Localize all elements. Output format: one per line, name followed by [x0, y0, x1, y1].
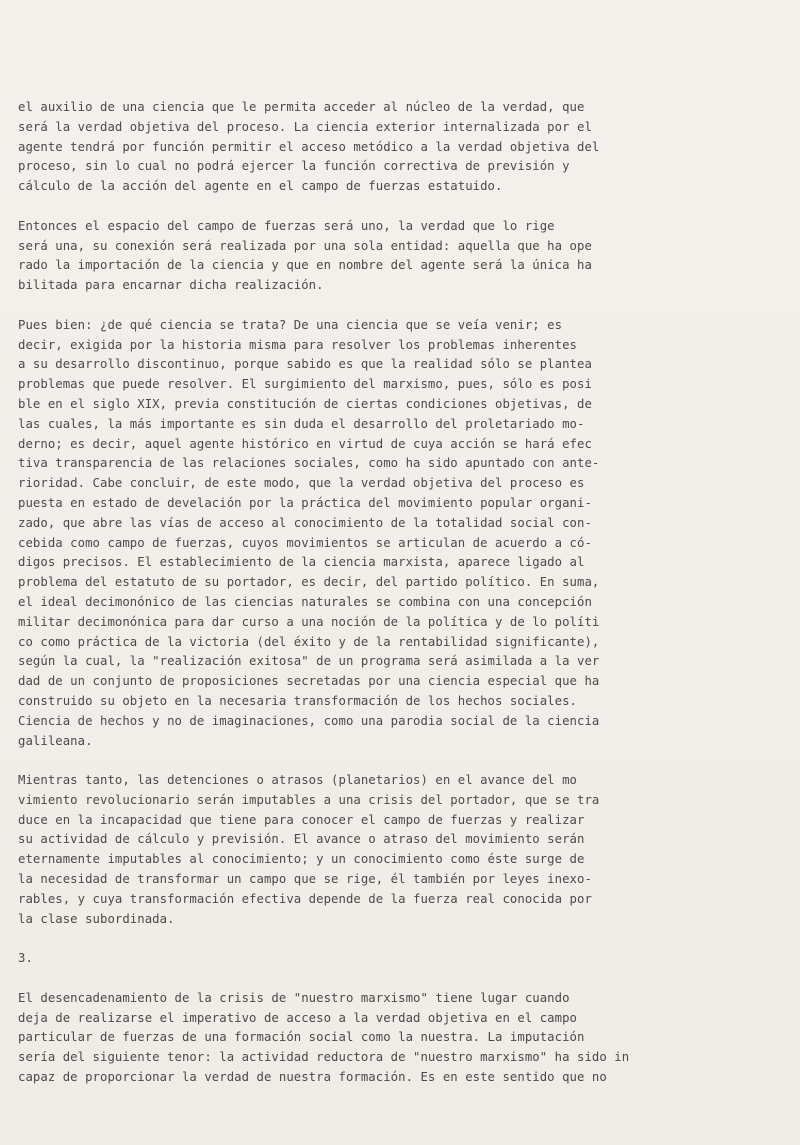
text-line: rado la importación de la ciencia y que en nombre del agente será la única ha	[18, 258, 592, 273]
text-line: Pues bien: ¿de qué ciencia se trata? De una ciencia que se veía venir; es	[18, 317, 563, 332]
text-line: derno; es decir, aquel agente histórico en virtud de cuya acción se hará efec	[18, 436, 592, 451]
text-line: Entonces el espacio del campo de fuerzas será uno, la verdad que lo rige	[18, 218, 555, 233]
text-line: será una, su conexión será realizada por una sola entidad: aquella que ha ope	[18, 238, 592, 253]
paragraph-gap	[18, 969, 760, 989]
text-line: tiva transparencia de las relaciones sociales, como ha sido apuntado con ante-	[18, 456, 600, 471]
text-line: las cuales, la más importante es sin duda el desarrollo del proletariado mo-	[18, 416, 585, 431]
text-line: duce en la incapacidad que tiene para conocer el campo de fuerzas y realizar	[18, 812, 585, 827]
text-line: problema del estatuto de su portador, es decir, del partido político. En suma,	[18, 575, 600, 590]
text-line: la necesidad de transformar un campo que se rige, él también por leyes inexo-	[18, 872, 592, 887]
document-body	[18, 98, 760, 1088]
paragraph-4	[18, 771, 760, 929]
text-line: bilitada para encarnar dicha realización.	[18, 278, 324, 293]
paragraph-gap	[18, 197, 760, 217]
text-line: proceso, sin lo cual no podrá ejercer la función correctiva de previsión y	[18, 159, 570, 174]
text-line: decir, exigida por la historia misma para resolver los problemas inherentes	[18, 337, 578, 352]
paragraph-gap	[18, 751, 760, 771]
text-line: El desencadenamiento de la crisis de "nuestro marxismo" tiene lugar cuando	[18, 990, 570, 1005]
text-line: Mientras tanto, las detenciones o atrasos (planetarios) en el avance del mo	[18, 773, 578, 788]
text-line: el auxilio de una ciencia que le permita acceder al núcleo de la verdad, que	[18, 100, 585, 114]
text-line: construido su objeto en la necesaria transformación de los hechos sociales.	[18, 693, 578, 708]
text-line: digos precisos. El establecimiento de la ciencia marxista, aparece ligado al	[18, 555, 585, 570]
paragraph-2	[18, 217, 760, 296]
text-line: militar decimonónica para dar curso a una noción de la política y de lo políti	[18, 614, 600, 629]
text-line: eternamente imputables al conocimiento; y un conocimiento como éste surge de	[18, 852, 585, 867]
text-line: sería del siguiente tenor: la actividad reductora de "nuestro marxismo" ha sido in	[18, 1050, 630, 1065]
text-line: vimiento revolucionario serán imputables a una crisis del portador, que se tra	[18, 792, 600, 807]
text-line: agente tendrá por función permitir el acceso metódico a la verdad objetiva del	[18, 139, 600, 154]
text-line: capaz de proporcionar la verdad de nuestra formación. Es en este sentido que no	[18, 1070, 607, 1085]
text-line: puesta en estado de develación por la práctica del movimiento popular organi-	[18, 495, 592, 510]
text-line: a su desarrollo discontinuo, porque sabido es que la realidad sólo se plantea	[18, 357, 592, 372]
text-line: cálculo de la acción del agente en el campo de fuerzas estatuido.	[18, 179, 503, 194]
text-line: zado, que abre las vías de acceso al conocimiento de la totalidad social con-	[18, 515, 592, 530]
text-line: cebida como campo de fuerzas, cuyos movimientos se articulan de acuerdo a có-	[18, 535, 592, 550]
text-line: rioridad. Cabe concluir, de este modo, que la verdad objetiva del proceso es	[18, 476, 585, 491]
paragraph-1	[18, 98, 760, 197]
text-line: rables, y cuya transformación efectiva depende de la fuerza real conocida por	[18, 891, 592, 906]
text-line: ble en el siglo XIX, previa constitución de ciertas condiciones objetivas, de	[18, 396, 592, 411]
text-line: particular de fuerzas de una formación social como la nuestra. La imputación	[18, 1030, 585, 1045]
text-line: galileana.	[18, 733, 93, 748]
text-line: co como práctica de la victoria (del éxito y de la rentabilidad significante),	[18, 634, 600, 649]
text-line: será la verdad objetiva del proceso. La ciencia exterior internalizada por el	[18, 119, 592, 134]
text-line: su actividad de cálculo y previsión. El avance o atraso del movimiento serán	[18, 832, 585, 847]
paragraph-3	[18, 316, 760, 752]
text-line: Ciencia de hechos y no de imaginaciones, como una parodia social de la ciencia	[18, 713, 600, 728]
text-line: problemas que puede resolver. El surgimiento del marxismo, pues, sólo es posi	[18, 377, 592, 392]
text-line: la clase subordinada.	[18, 911, 175, 926]
paragraph-5	[18, 989, 760, 1088]
paragraph-gap	[18, 929, 760, 949]
paragraph-gap	[18, 296, 760, 316]
text-line: el ideal decimonónico de las ciencias naturales se combina con una concepción	[18, 594, 592, 609]
section-number: 3.	[18, 951, 33, 966]
text-line: dad de un conjunto de proposiciones secretadas por una ciencia especial que ha	[18, 674, 600, 689]
text-line: según la cual, la "realización exitosa" de un programa será asimilada a la ver	[18, 654, 600, 669]
text-line: deja de realizarse el imperativo de acceso a la verdad objetiva en el campo	[18, 1010, 578, 1025]
